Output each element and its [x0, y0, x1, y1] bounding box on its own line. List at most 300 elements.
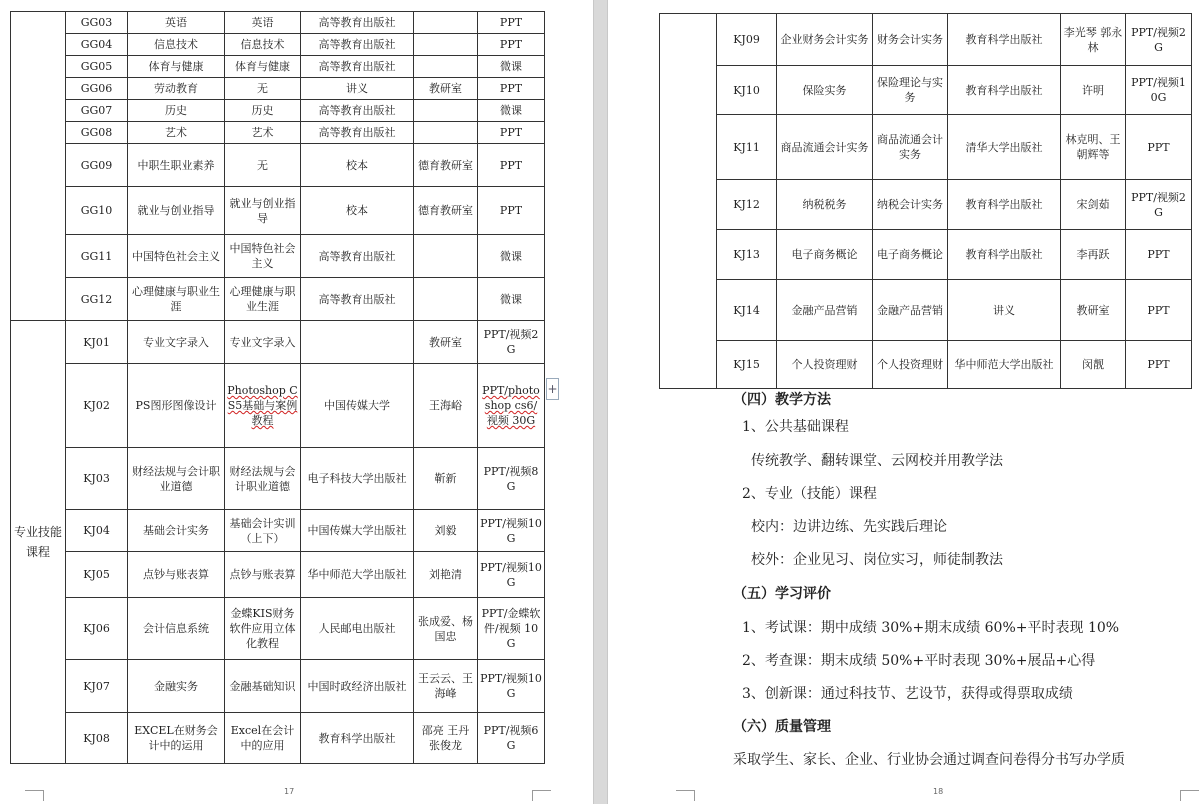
course-name-cell — [777, 230, 873, 280]
cell-text: 清华大学出版社 — [965, 140, 1043, 154]
page-gutter — [593, 0, 608, 804]
table-row — [660, 66, 1192, 115]
cell-text: 电子商务概论 — [791, 248, 858, 261]
page-number: 18 — [933, 787, 944, 796]
cell-text: GG06 — [80, 82, 113, 95]
resource-cell — [478, 552, 545, 598]
cell-text: 高等教育出版社 — [318, 292, 396, 306]
cell-text: KJ03 — [83, 472, 110, 485]
cell-text: GG08 — [80, 126, 113, 139]
cell-text: 金融实务 — [154, 679, 198, 693]
cell-text: Excel在会计中的应用 — [230, 724, 295, 752]
cell-text: KJ02 — [83, 399, 110, 412]
textbook-cell — [873, 341, 948, 389]
editor-cell — [414, 660, 478, 713]
course-code-cell — [717, 230, 777, 280]
cell-text: 校本 — [346, 204, 368, 217]
cell-text: 教育科学出版社 — [965, 248, 1043, 261]
course-name-cell — [128, 56, 225, 78]
textbook-cell — [873, 280, 948, 341]
cell-text: 金融产品营销 — [791, 303, 858, 317]
cell-text: 基础会计实务 — [143, 524, 209, 537]
textbook-cell — [873, 14, 948, 66]
cell-text: 英语 — [251, 16, 274, 29]
category-cell: 专业技能课程 — [11, 321, 66, 764]
cell-text: 信息技术 — [240, 38, 285, 51]
cell-text: 高等教育出版社 — [318, 60, 396, 73]
course-name-cell — [128, 144, 225, 187]
cell-text: 讲义 — [993, 303, 1015, 317]
course-name-cell — [777, 14, 873, 66]
course-table-right — [659, 13, 1192, 389]
cell-text: 宋剑茹 — [1076, 198, 1110, 211]
cell-text: KJ14 — [733, 303, 760, 317]
textbook-cell — [225, 144, 301, 187]
cell-text: PPT — [1147, 303, 1170, 317]
publisher-cell — [301, 552, 414, 598]
publisher-cell — [301, 713, 414, 764]
cell-text: 无 — [257, 82, 268, 95]
text-line: 1、考试课：期中成绩 30%+期末成绩 60%+平时表现 10% — [742, 620, 1120, 636]
textbook-cell — [225, 12, 301, 34]
resource-cell — [478, 122, 545, 144]
course-name-cell — [128, 660, 225, 713]
cell-text: 讲义 — [346, 82, 368, 95]
text-line: 3、创新课：通过科技节、艺设节，获得或得票取成绩 — [742, 686, 1073, 702]
cell-text: 体育与健康 — [235, 60, 290, 73]
text-line: 校外：企业见习、岗位实习，师徒制教法 — [751, 552, 1003, 568]
table-row — [11, 144, 545, 187]
cell-text: 专业文字录入 — [229, 335, 296, 349]
cell-text: 刘艳清 — [429, 568, 462, 581]
cell-text: 财经法规与会计职业道德 — [229, 464, 296, 493]
publisher-cell — [301, 78, 414, 100]
cell-text: 财务会计实务 — [877, 33, 943, 46]
publisher-cell — [948, 341, 1061, 389]
cell-text: PS图形图像设计 — [135, 399, 217, 412]
cell-text: PPT/视频10G — [480, 560, 542, 589]
cell-text: PPT/视频8G — [483, 464, 539, 493]
page-number: 17 — [284, 787, 295, 796]
resource-cell — [1126, 280, 1192, 341]
course-name-cell — [128, 12, 225, 34]
publisher-cell — [301, 100, 414, 122]
table-row — [11, 235, 545, 278]
resource-cell — [1126, 230, 1192, 280]
cell-text: KJ01 — [83, 335, 110, 349]
textbook-cell — [225, 122, 301, 144]
cell-text: 德育教研室 — [418, 204, 473, 217]
cell-text: 微课 — [500, 104, 522, 117]
cell-text: 教研室 — [1076, 303, 1110, 317]
course-code-cell — [66, 12, 128, 34]
course-name-cell — [777, 341, 873, 389]
publisher-cell — [301, 510, 414, 552]
cell-text: 刘毅 — [434, 524, 457, 537]
resource-cell — [478, 78, 545, 100]
cell-text: 许明 — [1082, 83, 1104, 97]
cell-text: 教研室 — [429, 82, 462, 95]
course-name-cell — [128, 713, 225, 764]
table-row — [11, 713, 545, 764]
textbook-cell — [873, 180, 948, 230]
course-name-cell — [777, 280, 873, 341]
cell-text: 体育与健康 — [148, 60, 204, 73]
cell-text: 会计信息系统 — [143, 622, 209, 635]
resource-cell — [1126, 180, 1192, 230]
cell-text: 心理健康与职业生涯 — [229, 285, 296, 313]
cell-text: 中国时政经济出版社 — [307, 679, 407, 693]
cell-text: 人民邮电出版社 — [318, 622, 396, 635]
course-name-cell — [128, 598, 225, 660]
publisher-cell — [301, 364, 414, 448]
table-row — [11, 552, 545, 598]
editor-cell — [414, 598, 478, 660]
textbook-cell — [225, 660, 301, 713]
editor-cell — [414, 56, 478, 78]
table-row — [11, 321, 545, 364]
cell-text: 艺术 — [165, 126, 187, 139]
cell-text: 教育科学出版社 — [965, 198, 1043, 211]
table-row — [660, 14, 1192, 66]
cell-text: KJ06 — [83, 622, 110, 635]
editor-cell — [1061, 341, 1126, 389]
publisher-cell — [948, 230, 1061, 280]
course-name-cell — [777, 115, 873, 180]
publisher-cell — [948, 66, 1061, 115]
course-code-cell — [66, 552, 128, 598]
publisher-cell — [948, 14, 1061, 66]
course-code-cell — [66, 713, 128, 764]
table-row — [11, 12, 545, 34]
textbook-cell — [225, 56, 301, 78]
cell-text: 就业与创业指导 — [137, 204, 215, 217]
textbook-cell — [225, 510, 301, 552]
textbook-cell — [225, 552, 301, 598]
resource-cell — [478, 235, 545, 278]
cell-text: 李光琴 郭永林 — [1063, 25, 1123, 54]
textbook-cell — [225, 713, 301, 764]
course-code-cell — [717, 66, 777, 115]
cell-text: KJ15 — [733, 358, 760, 371]
text-line: 采取学生、家长、企业、行业协会通过调查问卷得分书写办学质 — [733, 752, 1125, 768]
course-code-cell — [717, 115, 777, 180]
cell-text: 专业文字录入 — [143, 335, 209, 349]
course-name-cell — [128, 448, 225, 510]
cell-text: 信息技术 — [154, 38, 198, 51]
course-code-cell — [717, 341, 777, 389]
editor-cell — [414, 144, 478, 187]
resource-cell — [478, 364, 545, 448]
editor-cell — [414, 552, 478, 598]
publisher-cell — [948, 280, 1061, 341]
cell-text: 李再跃 — [1076, 248, 1110, 261]
course-name-cell — [128, 278, 225, 321]
course-name-cell — [128, 510, 225, 552]
editor-cell — [414, 235, 478, 278]
resource-cell — [1126, 115, 1192, 180]
cell-text: 无 — [257, 158, 268, 172]
cell-text: 商品流通会计实务 — [877, 133, 943, 161]
table-row — [11, 364, 545, 448]
course-name-cell — [777, 180, 873, 230]
cell-text: 艺术 — [251, 126, 274, 139]
textbook-cell — [225, 278, 301, 321]
cell-text: PPT — [499, 158, 523, 172]
cell-text: KJ04 — [83, 524, 110, 537]
text-line: 1、公共基础课程 — [742, 419, 849, 435]
cell-text: 林克明、王朝辉等 — [1065, 133, 1121, 161]
textbook-cell — [225, 598, 301, 660]
cell-text: PPT/视频10G — [480, 672, 542, 700]
cell-text: GG12 — [80, 292, 113, 306]
cell-text: Photoshop CS5基础与案例教程 — [227, 384, 298, 427]
publisher-cell — [301, 122, 414, 144]
cell-text: 邵亮 王丹 张俊龙 — [421, 724, 470, 752]
editor-cell — [1061, 14, 1126, 66]
course-code-cell — [66, 34, 128, 56]
cell-text: PPT/金蝶软件/视频 10G — [481, 607, 541, 650]
cell-text: PPT — [1147, 140, 1170, 154]
textbook-cell — [225, 34, 301, 56]
cell-text: 纳税税务 — [802, 198, 847, 211]
textbook-cell — [873, 115, 948, 180]
cell-text: 高等教育出版社 — [318, 16, 396, 29]
editor-cell — [414, 321, 478, 364]
resource-cell — [478, 12, 545, 34]
course-code-cell — [66, 235, 128, 278]
resource-cell — [478, 598, 545, 660]
category-cell — [660, 14, 717, 389]
course-code-cell — [66, 278, 128, 321]
course-code-cell — [66, 321, 128, 364]
cell-text: 王海峪 — [429, 399, 462, 412]
cell-text: 心理健康与职业生涯 — [132, 285, 220, 313]
course-code-cell — [66, 56, 128, 78]
cell-text: 保险实务 — [802, 83, 847, 97]
textbook-cell — [225, 235, 301, 278]
editor-cell — [414, 100, 478, 122]
editor-cell — [414, 12, 478, 34]
page-corner-mark — [1180, 790, 1199, 801]
cell-text: 教育科学出版社 — [965, 33, 1043, 46]
cell-text: 校本 — [346, 158, 368, 172]
table-row — [660, 341, 1192, 389]
editor-cell — [414, 122, 478, 144]
table-row — [11, 56, 545, 78]
cell-text: PPT — [499, 38, 523, 51]
course-name-cell — [128, 364, 225, 448]
resource-cell — [478, 713, 545, 764]
resource-cell — [478, 660, 545, 713]
cell-text: 王云云、王海峰 — [418, 672, 473, 700]
cell-text: PPT — [499, 82, 523, 95]
publisher-cell — [301, 56, 414, 78]
publisher-cell — [301, 235, 414, 278]
editor-cell — [414, 278, 478, 321]
cell-text: KJ11 — [733, 140, 760, 154]
table-row — [11, 122, 545, 144]
cell-text: 商品流通会计实务 — [780, 140, 869, 154]
textbook-cell — [225, 100, 301, 122]
cell-text: 教育科学出版社 — [318, 731, 396, 745]
cell-text: 金蝶KIS财务软件应用立体化教程 — [229, 607, 296, 650]
cell-text: GG04 — [80, 38, 113, 51]
cell-text: 张成爱、杨国忠 — [418, 614, 473, 643]
cell-text: PPT/视频6G — [483, 724, 539, 752]
table-row — [11, 34, 545, 56]
cell-text: 微课 — [500, 60, 522, 73]
cell-text: 华中师范大学出版社 — [954, 358, 1054, 371]
publisher-cell — [301, 660, 414, 713]
add-row-button[interactable]: + — [546, 378, 559, 400]
cell-text: GG05 — [80, 60, 113, 73]
course-name-cell — [128, 187, 225, 235]
textbook-cell — [225, 187, 301, 235]
cell-text: PPT — [499, 204, 523, 217]
cell-text: 历史 — [251, 104, 274, 117]
course-name-cell — [128, 34, 225, 56]
textbook-cell — [873, 66, 948, 115]
text-line: 2、考查课：期末成绩 50%+平时表现 30%+展品+心得 — [742, 653, 1096, 669]
cell-text: PPT/视频2G — [1131, 25, 1186, 54]
text-line: 传统教学、翻转课堂、云网校并用教学法 — [751, 453, 1003, 469]
publisher-cell — [301, 12, 414, 34]
resource-cell — [1126, 341, 1192, 389]
cell-text: 德育教研室 — [418, 158, 473, 172]
textbook-cell — [225, 364, 301, 448]
text-line: 2、专业（技能）课程 — [742, 486, 877, 502]
textbook-cell — [225, 321, 301, 364]
table-row — [11, 100, 545, 122]
cell-text: 教育科学出版社 — [965, 83, 1043, 97]
publisher-cell — [301, 448, 414, 510]
course-name-cell — [128, 122, 225, 144]
table-row — [11, 278, 545, 321]
publisher-cell — [301, 321, 414, 364]
cell-text: KJ07 — [83, 679, 110, 693]
page-corner-mark — [25, 790, 44, 801]
cell-text: 金融产品营销 — [877, 303, 943, 317]
course-code-cell — [66, 364, 128, 448]
cell-text: KJ12 — [733, 198, 760, 211]
course-code-cell — [66, 100, 128, 122]
document-page-17 — [0, 0, 593, 804]
cell-text: 电子商务概论 — [877, 248, 943, 261]
course-code-cell — [66, 598, 128, 660]
cell-text: 金融基础知识 — [229, 679, 296, 693]
cell-text: 中国传媒大学 — [324, 399, 390, 412]
resource-cell — [478, 144, 545, 187]
cell-text: 教研室 — [429, 335, 462, 349]
course-code-cell — [717, 14, 777, 66]
table-row — [660, 280, 1192, 341]
cell-text: 英语 — [165, 16, 187, 29]
table-row — [11, 598, 545, 660]
textbook-cell — [225, 448, 301, 510]
cell-text: PPT/视频2G — [1131, 190, 1186, 219]
course-name-cell — [128, 100, 225, 122]
editor-cell — [414, 364, 478, 448]
cell-text: KJ08 — [83, 731, 110, 745]
cell-text: 点钞与账表算 — [229, 568, 296, 581]
course-code-cell — [66, 510, 128, 552]
editor-cell — [414, 713, 478, 764]
resource-cell — [478, 321, 545, 364]
cell-text: KJ13 — [733, 248, 760, 261]
resource-cell — [1126, 14, 1192, 66]
resource-cell — [478, 187, 545, 235]
course-code-cell — [66, 187, 128, 235]
publisher-cell — [301, 144, 414, 187]
editor-cell — [414, 34, 478, 56]
resource-cell — [478, 278, 545, 321]
cell-text: PPT — [499, 126, 523, 139]
cell-text: 中职生职业素养 — [137, 158, 215, 172]
cell-text: KJ09 — [733, 33, 760, 46]
resource-cell — [478, 34, 545, 56]
course-code-cell — [66, 78, 128, 100]
cell-text: 高等教育出版社 — [318, 38, 396, 51]
cell-text: GG03 — [80, 16, 113, 29]
editor-cell — [414, 448, 478, 510]
page-corner-mark — [676, 790, 695, 801]
course-code-cell — [717, 280, 777, 341]
table-row — [11, 187, 545, 235]
editor-cell — [1061, 230, 1126, 280]
cell-text: GG11 — [80, 249, 113, 263]
course-table-left — [10, 11, 545, 764]
cell-text: 纳税会计实务 — [877, 198, 943, 211]
cell-text: 高等教育出版社 — [318, 249, 396, 263]
course-code-cell — [66, 122, 128, 144]
editor-cell — [414, 510, 478, 552]
textbook-cell — [225, 78, 301, 100]
category-cell — [11, 12, 66, 321]
cell-text: 就业与创业指导 — [229, 196, 296, 225]
course-name-cell — [128, 78, 225, 100]
table-row — [660, 230, 1192, 280]
cell-text: 劳动教育 — [154, 82, 198, 95]
publisher-cell — [948, 115, 1061, 180]
text-line: 校内：边讲边练、先实践后理论 — [751, 519, 947, 535]
course-code-cell — [66, 144, 128, 187]
cell-text: KJ10 — [733, 83, 760, 97]
publisher-cell — [948, 180, 1061, 230]
cell-text: KJ05 — [83, 568, 110, 581]
section-heading-quality: （六）质量管理 — [733, 719, 831, 735]
page-corner-mark — [532, 790, 551, 801]
editor-cell — [1061, 115, 1126, 180]
cell-text: 点钞与账表算 — [143, 568, 209, 581]
cell-text: 电子科技大学出版社 — [307, 472, 407, 485]
cell-text: 个人投资理财 — [877, 358, 943, 371]
course-name-cell — [128, 235, 225, 278]
resource-cell — [478, 56, 545, 78]
cell-text: PPT/视频2G — [483, 328, 539, 356]
resource-cell — [1126, 66, 1192, 115]
table-row — [11, 448, 545, 510]
editor-cell — [1061, 280, 1126, 341]
cell-text: PPT — [1147, 358, 1170, 371]
cell-text: 财经法规与会计职业道德 — [132, 464, 220, 493]
cell-text: GG07 — [80, 104, 113, 117]
cell-text: EXCEL在财务会计中的运用 — [134, 724, 218, 752]
editor-cell — [414, 187, 478, 235]
course-code-cell — [66, 660, 128, 713]
cell-text: 华中师范大学出版社 — [307, 568, 407, 581]
cell-text: PPT/photoshop cs6/视频 30G — [482, 384, 540, 427]
